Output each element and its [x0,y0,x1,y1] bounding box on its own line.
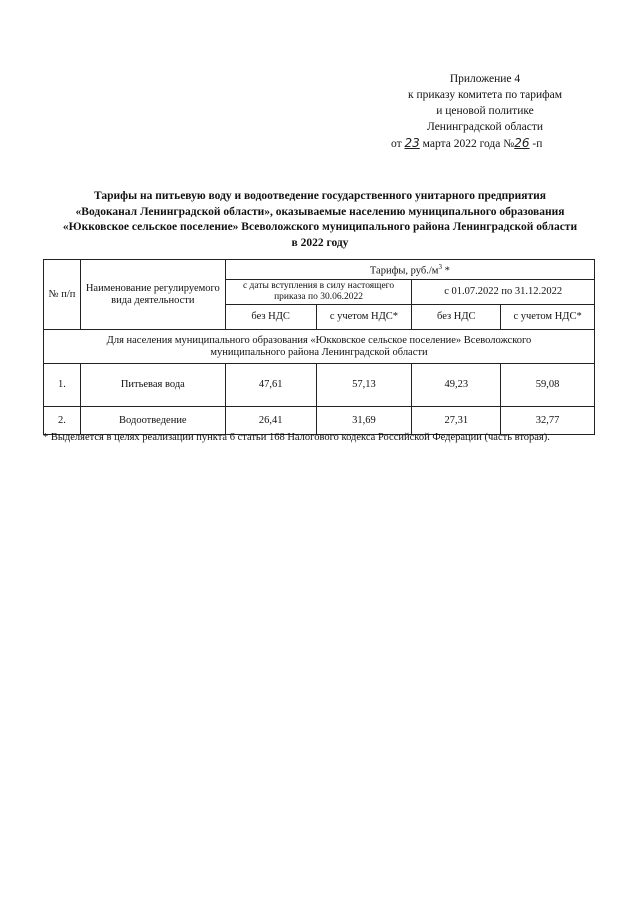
annex-from: от [391,138,402,150]
row-p2-with-vat: 32,77 [501,407,595,435]
row-name: Питьевая вода [80,364,225,407]
header-activity: Наименование регулируемого вида деятельности [80,260,225,330]
header-num: № п/п [44,260,81,330]
title-line-1: Тарифы на питьевую воду и водоотведение государственного унитарного предприятия [94,190,546,202]
row-p1-with-vat: 57,13 [316,364,412,407]
annex-day: 23 [404,136,420,150]
header-tariffs [225,260,594,280]
row-num: 2. [44,407,81,435]
header-p2-no-vat: без НДС [412,305,501,330]
header-p1-with-vat: с учетом НДС* [316,305,412,330]
tariffs-table [43,259,595,435]
annex-month-year: марта 2022 года № [422,138,515,150]
row-num: 1. [44,364,81,407]
annex-suffix: -п [532,138,543,150]
header-period-1: с даты вступления в силу настоящего приказа по 30.06.2022 [225,280,412,305]
annex-region: Ленинградской области [426,121,544,133]
header-tariffs-sup: 3 [438,263,442,271]
title-line-3: «Юкковское сельское поселение» Всеволожского муниципального района Ленинградской области [62,221,578,233]
annex-title: Приложение 4 [449,73,521,85]
row-p1-no-vat: 26,41 [225,407,316,435]
table-row [44,407,595,435]
row-p2-no-vat: 27,31 [412,407,501,435]
title-line-4: в 2022 году [291,236,349,249]
annex-committee: и ценовой политике [436,105,534,117]
header-tariffs-text: Тарифы, руб./м [369,265,439,277]
annex-header [385,71,585,152]
header-p1-no-vat: без НДС [225,305,316,330]
annex-date-number [385,135,585,152]
header-tariffs-star: * [441,265,450,277]
row-p1-no-vat: 47,61 [225,364,316,407]
section-row: Для населения муниципального образования «Юкковское сельское поселение» Всеволожского муниципального района Ленинградской области [44,330,595,364]
row-p2-no-vat: 49,23 [412,364,501,407]
footnote: * Выделяется в целях реализации пункта 6 статьи 168 Налогового кодекса Российской Федерации (часть вторая). [43,432,550,443]
row-p2-with-vat: 59,08 [501,364,595,407]
table-row [44,364,595,407]
annex-number: 26 [514,136,530,150]
document-title [30,189,610,251]
row-name: Водоотведение [80,407,225,435]
title-line-2: «Водоканал Ленинградской области», оказываемые населению муниципального образования [75,205,565,218]
row-p1-with-vat: 31,69 [316,407,412,435]
header-period-2: с 01.07.2022 по 31.12.2022 [412,280,595,305]
annex-order-ref: к приказу комитета по тарифам [408,89,562,101]
header-p2-with-vat: с учетом НДС* [501,305,595,330]
